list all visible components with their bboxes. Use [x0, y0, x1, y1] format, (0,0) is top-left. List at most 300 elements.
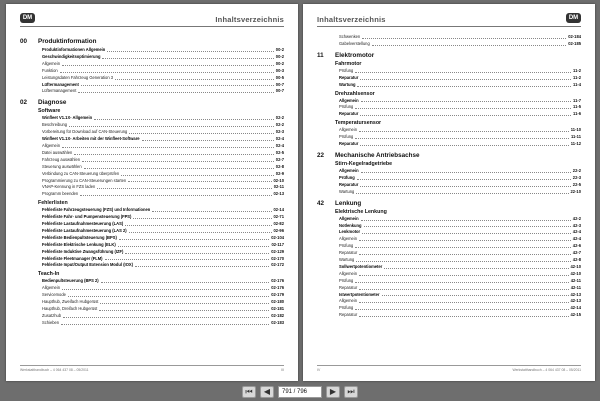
dot-leader	[82, 161, 274, 162]
toc-entry-page: 02-176	[271, 278, 284, 284]
dot-leader	[360, 79, 571, 80]
toc-entry-page: 02-9	[275, 170, 284, 176]
toc-entry[interactable]	[339, 298, 581, 305]
toc-entry-label: Allgemein	[42, 142, 60, 148]
next-page-button[interactable]: ▶	[326, 386, 340, 398]
toc-entry[interactable]	[42, 306, 284, 313]
toc-entry-page: 02-4	[275, 142, 284, 148]
section-title: Produktinformation	[38, 38, 97, 45]
dot-leader	[359, 275, 569, 276]
toc-entry-label: Prüfung	[339, 243, 354, 249]
toc-group-heading[interactable]: Fahrmotor	[335, 60, 362, 67]
toc-entry-page: 02-2	[275, 122, 284, 128]
toc-entry[interactable]	[42, 256, 284, 263]
toc-entry[interactable]	[42, 143, 284, 150]
section-heading	[317, 152, 581, 159]
toc-entry[interactable]	[339, 127, 581, 134]
dot-leader	[101, 282, 270, 283]
toc-entry-label: Geschwindigkeitsoptimierung	[42, 53, 101, 59]
toc-entry-label: Reparatur	[339, 312, 358, 318]
toc-entry-label: Haupthub, Dreifach Hubgerüst	[42, 306, 98, 311]
toc-entry-page: 02-180	[271, 299, 284, 305]
dot-leader	[62, 289, 269, 290]
toc-entry-label: Fehlerliste Induktive Zwangsführung (IZF)	[42, 248, 124, 254]
toc-entry-page: 02-7	[275, 156, 284, 162]
section-number: 00	[20, 38, 28, 45]
toc-entry-label: Sollwertpotentiometer	[339, 263, 383, 269]
dot-leader	[100, 303, 269, 304]
previous-page-button[interactable]: ◀	[260, 386, 274, 398]
toc-entry[interactable]	[42, 68, 284, 75]
toc-entry-page: 02-104	[271, 234, 284, 240]
toc-entry-label: Reparatur	[339, 111, 359, 117]
toc-entry-label: Allgemein	[339, 97, 359, 103]
toc-entry[interactable]	[42, 82, 284, 89]
toc-entry-page: 42-10	[570, 270, 581, 276]
toc-entry[interactable]	[42, 184, 284, 191]
toc-entry-label: Produktinformationen Allgemein	[42, 47, 106, 52]
toc-entry-page: 11-6	[573, 111, 581, 117]
dot-leader	[60, 72, 274, 73]
toc-entry-page: 11-4	[573, 81, 581, 87]
toc-entry-page: 02-185	[568, 40, 581, 46]
dot-leader	[355, 108, 571, 109]
toc-entry-page: 02-117	[271, 241, 284, 247]
toc-entry-page: 00-5	[275, 74, 284, 80]
toc-entry-page: 02-71	[273, 214, 284, 220]
toc-entry-page: 00-2	[275, 60, 284, 66]
section-heading	[20, 38, 284, 45]
toc-entry-page: 11-2	[573, 67, 581, 73]
dot-leader	[364, 226, 571, 227]
toc-entry[interactable]	[42, 221, 284, 228]
dot-leader	[359, 316, 568, 317]
toc-entry-page: 00-7	[275, 88, 284, 94]
dot-leader	[361, 172, 571, 173]
toc-entry-page: 11-7	[573, 97, 581, 103]
toc-entry-label: Allgemein	[42, 60, 60, 66]
toc-entry-label: Reparatur	[339, 284, 358, 290]
toc-entry-page: 42-3	[572, 222, 581, 228]
toc-entry-page: 02-96	[273, 227, 284, 233]
toc-entry-label: Allgemein	[339, 236, 357, 242]
page-navigation-toolbar	[0, 383, 600, 401]
toc-entry[interactable]	[42, 157, 284, 164]
dot-leader	[361, 220, 571, 221]
toc-entry-label: Vorbereitung für Download auf CAN-Steuerung	[42, 129, 128, 135]
dot-leader	[355, 72, 571, 73]
dot-leader	[382, 295, 569, 296]
toc-entry-label: Prüfung	[339, 277, 354, 283]
toc-entry[interactable]	[339, 229, 581, 236]
toc-entry-label: Allgemein	[339, 215, 359, 221]
dot-leader	[69, 126, 274, 127]
toc-entry[interactable]	[42, 129, 284, 136]
dot-leader	[359, 302, 569, 303]
toc-entry-page: 42-4	[572, 236, 581, 242]
dot-leader	[80, 195, 271, 196]
toc-entry[interactable]	[42, 292, 284, 299]
dot-leader	[361, 101, 571, 102]
section-title: Mechanische Antriebsachse	[335, 151, 420, 159]
toc-entry-page: 11-12	[570, 141, 581, 147]
toc-entry[interactable]	[42, 242, 284, 249]
toc-entry-label: Lenkmotor	[339, 229, 361, 235]
toc-entry-label: Fehlerliste Fahr- und Pumpensteuerung (FPS)	[42, 214, 132, 220]
dot-leader	[128, 181, 271, 182]
section-title: Lenkung	[335, 199, 362, 207]
toc-entry-label: Leistungsdaten Fahrzeug Generation 3	[42, 74, 114, 80]
toc-entry[interactable]	[339, 292, 581, 299]
toc-entry[interactable]	[42, 171, 284, 178]
toc-entry[interactable]	[339, 216, 581, 223]
toc-entry[interactable]	[339, 182, 581, 189]
first-page-button[interactable]: ⏮	[242, 386, 256, 398]
dot-leader	[115, 79, 274, 80]
toc-group-heading[interactable]: Stirn-Kegelradgetriebe	[335, 160, 393, 167]
toc-entry[interactable]	[339, 271, 581, 278]
toc-entry[interactable]	[339, 68, 581, 75]
toc-entry-page: 22-3	[572, 174, 581, 180]
toc-entry-page: 02-14	[273, 207, 284, 213]
toc-entry-label: VNAP-Kennung in FZS laden	[42, 184, 96, 190]
dot-leader	[135, 266, 269, 267]
footer-left: Werkstatthandbuch – 4 064 437 08 – 05/2011	[20, 368, 89, 372]
toc-entry-label: Fahrzeug auswählen	[42, 156, 81, 162]
toc-entry[interactable]	[42, 262, 284, 269]
toc-entry-page: 42-13	[570, 291, 581, 297]
toc-entry-label: Fehlerliste Bedienpultsteuerung (BPS)	[42, 234, 117, 240]
toc-entry-page: 42-13	[570, 298, 581, 304]
toc-entry-label: Verbindung zu CAN-Steuerung überprüfen	[42, 170, 120, 176]
dot-leader	[119, 239, 269, 240]
toc-entry[interactable]	[42, 235, 284, 242]
toc-entry-label: Datei auswählen	[42, 149, 73, 155]
toc-group-heading[interactable]: Temperatursensor	[335, 120, 382, 127]
toc-entry-page: 22-5	[572, 181, 581, 187]
dot-leader	[118, 246, 270, 247]
dot-leader	[62, 65, 274, 66]
toc-entry-label: Istwertpotentiometer	[339, 291, 380, 297]
toc-entry[interactable]	[339, 250, 581, 257]
dot-leader	[357, 179, 571, 180]
toc-group-heading[interactable]: Fehlerlisten	[38, 200, 68, 207]
toc-entry-label: Reparatur	[339, 250, 358, 256]
toc-entry-label: Wartung	[339, 188, 355, 194]
dot-leader	[121, 175, 274, 176]
toc-entry[interactable]	[42, 320, 284, 327]
toc-entry-page: 22-10	[570, 188, 581, 194]
toc-entry[interactable]	[42, 249, 284, 256]
toc-entry-page: 02-10	[273, 177, 284, 183]
dot-leader	[68, 296, 269, 297]
dot-leader	[360, 186, 570, 187]
toc-entry-page: 00-2	[275, 47, 284, 52]
toc-entry-label: Zusatzhub	[42, 312, 62, 318]
section-title: Elektromotor	[335, 51, 375, 59]
toc-entry-page: 42-11	[570, 284, 581, 290]
toc-entry[interactable]	[339, 189, 581, 196]
toc-entry[interactable]	[42, 299, 284, 306]
toc-entry-label: Allgemein	[339, 167, 359, 173]
toc-entry-label: Prüfung	[339, 67, 354, 73]
section-heading	[20, 99, 284, 106]
toc-entry[interactable]	[339, 111, 581, 118]
toc-entry-page: 02-13	[273, 191, 284, 197]
toc-entry[interactable]	[339, 278, 581, 285]
dot-leader	[359, 289, 569, 290]
footer-right: III	[281, 368, 284, 372]
dot-leader	[355, 282, 568, 283]
dot-leader	[125, 253, 269, 254]
toc-entry-page: 02-176	[271, 285, 284, 291]
toc-entry-page: 02-170	[271, 255, 284, 261]
footer-left: IV	[317, 368, 321, 372]
left-page	[6, 4, 298, 381]
toc-entry-label: Wartung	[339, 81, 356, 87]
section-number: 02	[20, 99, 28, 107]
right-page	[303, 4, 595, 381]
toc-entry[interactable]	[42, 122, 284, 129]
dot-leader	[359, 254, 571, 255]
toc-entry[interactable]	[42, 75, 284, 82]
toc-entry-label: Lüftermanagement	[42, 81, 79, 87]
toc-entry-label: Fehlerliste Fahrzeugsteuerung (FZS) und Informationen	[42, 207, 151, 213]
toc-entry-label: Bedienpultsteuerung (BPS 2)	[42, 278, 99, 284]
dot-leader	[129, 232, 272, 233]
toc-entry-label: Programm beenden	[42, 191, 79, 197]
section-number: 22	[317, 151, 325, 159]
toc-entry[interactable]	[42, 178, 284, 185]
dot-leader	[359, 240, 571, 241]
toc-entry[interactable]	[339, 141, 581, 148]
toc-entry[interactable]	[339, 305, 581, 312]
toc-entry[interactable]	[339, 236, 581, 243]
toc-entry[interactable]	[339, 82, 581, 89]
toc-entry-label: Funktion	[42, 67, 58, 73]
toc-body	[20, 34, 284, 359]
toc-entry[interactable]	[42, 88, 284, 95]
toc-entry[interactable]	[339, 285, 581, 292]
toc-entry[interactable]	[42, 61, 284, 68]
toc-entry[interactable]	[42, 115, 284, 122]
section-title: Diagnose	[38, 99, 67, 107]
header-title: Inhaltsverzeichnis	[215, 15, 284, 24]
toc-entry[interactable]	[42, 313, 284, 320]
toc-entry-page: 02-183	[271, 319, 284, 325]
toc-entry-label: Fehlerliste Lastaufnahmesteuerung (LAS 2)	[42, 227, 127, 233]
toc-entry[interactable]	[339, 264, 581, 271]
toc-group-heading[interactable]: Elektrische Lenkung	[335, 208, 387, 215]
toc-entry[interactable]	[339, 34, 581, 41]
toc-entry-page: 02-3	[275, 129, 284, 135]
toc-entry-label: Allgemein	[339, 270, 357, 276]
toc-entry-page: 22-2	[572, 167, 581, 173]
toc-entry-label: Allgemein	[339, 127, 357, 133]
toc-entry[interactable]	[42, 136, 284, 143]
dot-leader	[372, 45, 567, 46]
dot-leader	[99, 310, 269, 311]
toc-entry-page: 11-11	[570, 134, 581, 140]
toc-entry-page: 42-6	[572, 243, 581, 249]
dot-leader	[84, 168, 274, 169]
dot-leader	[102, 58, 273, 59]
dm-logo: DM	[20, 13, 35, 23]
toc-group-heading[interactable]: Software	[38, 108, 61, 115]
toc-entry[interactable]	[42, 164, 284, 171]
toc-entry-page: 02-8	[275, 163, 284, 169]
dot-leader	[384, 268, 568, 269]
toc-entry[interactable]	[339, 243, 581, 250]
toc-entry[interactable]	[339, 75, 581, 82]
toc-group-heading[interactable]: Drehzahlsensor	[335, 90, 375, 97]
toc-entry[interactable]	[42, 191, 284, 198]
dm-logo: DM	[566, 13, 581, 23]
toc-entry-label: Prüfung	[339, 305, 354, 311]
toc-entry-label: Schieben	[42, 319, 60, 325]
dot-leader	[355, 309, 568, 310]
toc-entry-page: 02-82	[273, 221, 284, 227]
toc-entry-label: Reparatur	[339, 74, 359, 80]
page-number-input[interactable]: 791 / 796	[278, 386, 322, 398]
toc-entry-label: Programmierung zu CAN-Steuerungen starten	[42, 177, 127, 183]
toc-entry[interactable]	[339, 41, 581, 48]
toc-entry[interactable]	[339, 104, 581, 111]
dot-leader	[362, 233, 571, 234]
dot-leader	[97, 188, 272, 189]
section-heading	[317, 52, 581, 59]
toc-entry-label: Allgemein	[42, 285, 60, 291]
dot-leader	[359, 131, 569, 132]
dot-leader	[129, 133, 273, 134]
last-page-button[interactable]: ⏭	[344, 386, 358, 398]
dot-leader	[62, 147, 274, 148]
toc-entry-label: Notlenkung	[339, 222, 362, 228]
toc-body	[317, 34, 581, 359]
dot-leader	[356, 261, 570, 262]
dot-leader	[142, 140, 274, 141]
header-title: Inhaltsverzeichnis	[317, 15, 386, 24]
toc-entry[interactable]	[339, 312, 581, 319]
toc-entry-page: 02-182	[271, 312, 284, 318]
toc-entry-page: 02-11	[273, 184, 284, 190]
toc-entry-label: Prüfung	[339, 134, 354, 140]
toc-entry-page: 42-2	[572, 215, 581, 221]
page-header	[20, 13, 284, 27]
toc-entry[interactable]	[42, 278, 284, 285]
page-footer	[20, 365, 284, 375]
dot-leader	[107, 51, 273, 52]
toc-entry-label: Haupthub, Zweifach Hubgerüst	[42, 299, 99, 305]
toc-entry-label: Fehlerliste Input/Output Extension Modul (IOX)	[42, 262, 133, 268]
toc-entry[interactable]	[42, 214, 284, 221]
toc-entry-label: Fehlerliste Elektrische Lenkung (ELK)	[42, 241, 116, 247]
dot-leader	[74, 154, 274, 155]
toc-entry-label: Gabelverstellung	[339, 40, 370, 46]
toc-entry-label: Fehlerliste Lastaufnahmesteuerung (LAS)	[42, 221, 124, 227]
toc-entry[interactable]	[42, 54, 284, 61]
dot-leader	[81, 85, 274, 86]
toc-entry-page: 00-2	[275, 53, 284, 59]
toc-group-heading[interactable]: Teach-In	[38, 271, 60, 278]
toc-entry-page: 02-5	[275, 149, 284, 155]
dot-leader	[356, 193, 568, 194]
toc-entry-page: 42-7	[572, 250, 581, 256]
toc-entry[interactable]	[339, 257, 581, 264]
toc-entry-page: 42-15	[570, 312, 581, 318]
dot-leader	[133, 218, 271, 219]
toc-entry-label: Reparatur	[339, 181, 359, 187]
dot-leader	[355, 247, 570, 248]
toc-entry-page: 42-14	[570, 305, 581, 311]
toc-entry-label: Schwenken	[339, 34, 361, 39]
toc-entry-page: 11-2	[573, 74, 581, 80]
toc-entry-label: Winfleet V1.1X- Arbeiten mit der Winfleet-Software	[42, 136, 140, 142]
section-number: 42	[317, 199, 325, 207]
toc-entry-page: 02-179	[271, 292, 284, 298]
toc-entry-page: 00-3	[275, 67, 284, 73]
toc-entry-page: 11-10	[570, 127, 581, 133]
toc-entry-page: 42-11	[570, 277, 581, 283]
toc-entry[interactable]	[339, 134, 581, 141]
toc-entry-page: 02-172	[271, 262, 284, 268]
toc-entry-page: 42-10	[570, 263, 581, 269]
toc-entry-page: 02-181	[271, 306, 284, 311]
toc-entry-page: 02-4	[275, 136, 284, 142]
dot-leader	[357, 86, 571, 87]
toc-entry-label: Fehlerliste Fleetmanager (FLM)	[42, 255, 103, 261]
toc-entry-label: Prüfung	[339, 104, 354, 110]
toc-entry-label: Beschreibung	[42, 122, 68, 128]
toc-entry-page: 42-4	[572, 229, 581, 235]
toc-entry-label: Reparatur	[339, 141, 359, 147]
toc-entry[interactable]	[42, 285, 284, 292]
dot-leader	[61, 324, 269, 325]
toc-entry-label: Allgemein	[339, 298, 357, 304]
toc-entry[interactable]	[339, 223, 581, 230]
toc-entry[interactable]	[42, 207, 284, 214]
toc-entry-label: Winfleet V1.1X- Allgemein	[42, 115, 93, 121]
toc-entry[interactable]	[42, 228, 284, 235]
dot-leader	[360, 145, 568, 146]
dot-leader	[63, 317, 269, 318]
toc-entry[interactable]	[339, 168, 581, 175]
toc-entry-page: 02-2	[275, 115, 284, 121]
toc-entry[interactable]	[339, 98, 581, 105]
section-number: 11	[317, 51, 324, 59]
toc-entry-label: Steuerung auswählen	[42, 163, 82, 169]
toc-entry-page: 42-8	[572, 257, 581, 263]
dot-leader	[152, 211, 271, 212]
toc-entry[interactable]	[42, 47, 284, 54]
toc-entry[interactable]	[339, 175, 581, 182]
dot-leader	[125, 225, 271, 226]
toc-entry[interactable]	[42, 150, 284, 157]
toc-entry-page: 02-129	[271, 248, 284, 254]
dot-leader	[94, 119, 274, 120]
page-header	[317, 13, 581, 27]
dot-leader	[105, 259, 270, 260]
dot-leader	[355, 138, 569, 139]
toc-entry-label: Lüftermanagement	[42, 88, 77, 94]
section-heading	[317, 200, 581, 207]
toc-entry-label: Wartung	[339, 257, 355, 263]
page-footer	[317, 365, 581, 375]
toc-entry-label: Servicemode	[42, 292, 66, 298]
toc-entry-page: 11-5	[573, 104, 581, 110]
toc-entry-page: 02-184	[568, 34, 581, 39]
dot-leader	[360, 115, 571, 116]
